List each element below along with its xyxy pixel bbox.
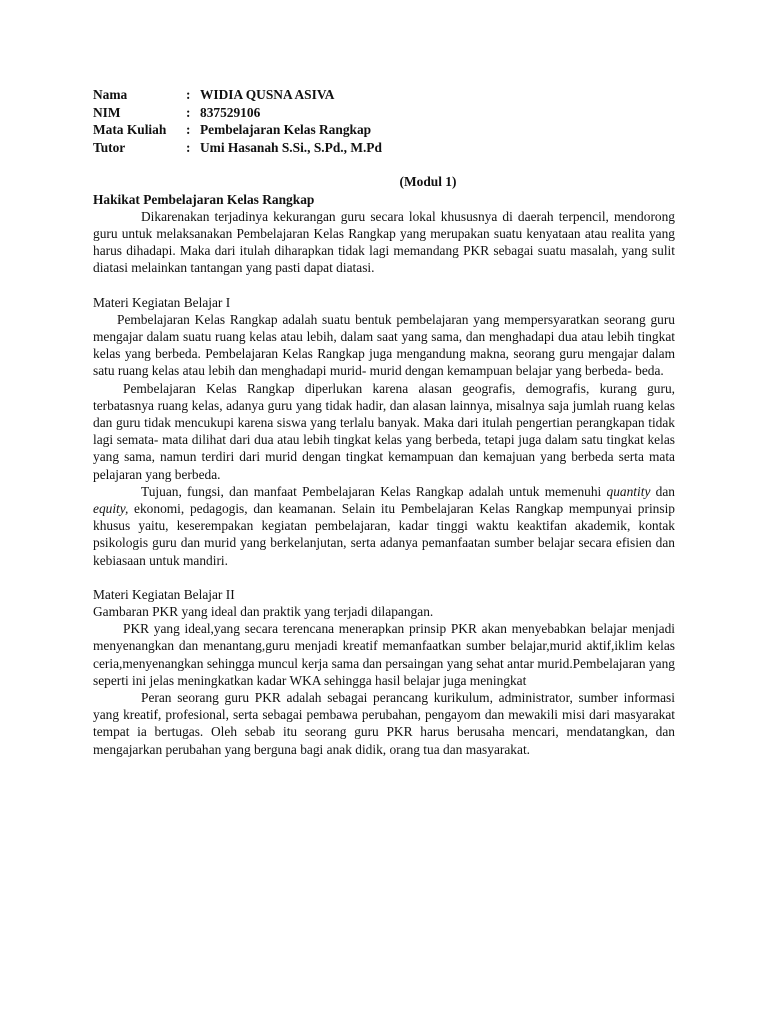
document-page	[93, 86, 675, 758]
modul-title: (Modul 1)	[399, 174, 457, 190]
kb1-p3-text-a: Tujuan, fungsi, dan manfaat Pembelajaran Kelas Rangkap adalah untuk memenuhi	[141, 483, 602, 499]
kb2-paragraph-2: Peran seorang guru PKR adalah sebagai perancang kurikulum, administrator, sumber informasi yang kreatif, profesional, serta sebagai pembawa perubahan, pengayom dan mewakili misi dari masyarakat tempat ia bertugas. Oleh sebab itu seorang guru PKR harus berusaha mencari, mendatangkan, dan mengajarkan perubahan yang berguna bagi anak didik, orang tua dan masyarakat.	[93, 690, 675, 757]
identity-value: WIDIA QUSNA ASIVA	[200, 87, 335, 102]
kb1-paragraph-1: Pembelajaran Kelas Rangkap adalah suatu bentuk pembelajaran yang mempersyaratkan seorang guru mengajar dalam suatu ruang kelas atau lebih, dalam saat yang sama, dan menghadapi dua atau lebih tingkat kelas yang berbeda. Pembelajaran Kelas Rangkap juga mengandung makna, seorang guru mengajar dalam satu ruang kelas atau lebih dan menghadapi murid- murid dengan kemampuan belajar yang berbeda- beda.	[93, 311, 675, 379]
identity-value: 837529106	[200, 104, 261, 120]
intro-paragraph: Dikarenakan terjadinya kekurangan guru secara lokal khususnya di daerah terpencil, mendorong guru untuk melaksanakan Pembelajaran Kelas Rangkap yang merupakan suatu kenyataan atau realita yang harus dihadapi. Maka dari itulah diharapkan tidak lagi memandang PKR sebagai suatu masalah, yang sulit diatasi melainkan tantangan yang pasti dapat diatasi.	[93, 208, 675, 276]
identity-separator: :	[186, 122, 191, 138]
kb2-paragraph-1: PKR yang ideal,yang secara terencana menerapkan prinsip PKR akan menyebabkan belajar menjadi menyenangkan dan menantang,guru menjadi kreatif memanfaatkan sumber belajar,murid aktif,iklim kelas ceria,menyenangkan sehingga muncul kerja sama dan persaingan yang sehat antar murid.Pembelajaran yang seperti ini jelas meningkatkan kadar WKA sehingga hasil belajar juga meningkat	[93, 621, 675, 688]
kb1-p3-text-b: ekonomi, pedagogis, dan keamanan. Selain itu Pembelajaran Kelas Rangkap mempunyai prinsip khusus yaitu, keserempakan kegiatan pembelajaran, kadar tinggi waktu keaktifan akademik, kontak psikologis guru dan murid yang berkelanjutan, serta adanya pemanfaatan sumber belajar secara efisien dan kebiasaan untuk mandiri.	[93, 501, 675, 568]
identity-row-nama	[93, 86, 675, 104]
identity-value: Umi Hasanah S.Si., S.Pd., M.Pd	[200, 139, 382, 155]
identity-separator: :	[186, 87, 191, 102]
identity-label: NIM	[93, 104, 121, 120]
identity-label: Nama	[93, 87, 128, 102]
identity-separator: :	[186, 104, 191, 120]
identity-row-mata-kuliah	[93, 121, 675, 139]
equity-term: equity,	[93, 501, 129, 517]
kb1-paragraph-3	[93, 483, 675, 569]
identity-row-nim	[93, 104, 675, 122]
section-heading: Hakikat Pembelajaran Kelas Rangkap	[93, 191, 315, 207]
kb1-title: Materi Kegiatan Belajar I	[93, 294, 231, 310]
kb2-subtitle: Gambaran PKR yang ideal dan praktik yang terjadi dilapangan.	[93, 604, 434, 620]
identity-label: Tutor	[93, 139, 126, 155]
kb1-p3-dan: dan	[655, 483, 675, 499]
kb1-paragraph-2: Pembelajaran Kelas Rangkap diperlukan karena alasan geografis, demografis, kurang guru, terbatasnya ruang kelas, adanya guru yang tidak hadir, dan alasan lainnya, misalnya saja jumlah ruang kelas dan guru tidak mencukupi karena siswa yang terlalu banyak. Maka dari itulah pengertian perangkapan tidak lagi semata- mata dilihat dari dua atau lebih tingkat kelas yang berbeda, tetapi juga dalam satu tingkat kelas yang sama, namun terdiri dari murid dengan tingkat kemampuan dan kemajuan yang berbeda serta mata pelajaran yang berbeda.	[93, 380, 675, 482]
identity-row-tutor	[93, 139, 675, 157]
kb2-title: Materi Kegiatan Belajar II	[93, 586, 235, 602]
identity-label: Mata Kuliah	[93, 122, 167, 138]
identity-block	[93, 86, 675, 156]
quantity-term: quantity	[606, 483, 651, 499]
identity-separator: :	[186, 139, 191, 155]
identity-value: Pembelajaran Kelas Rangkap	[200, 122, 372, 138]
